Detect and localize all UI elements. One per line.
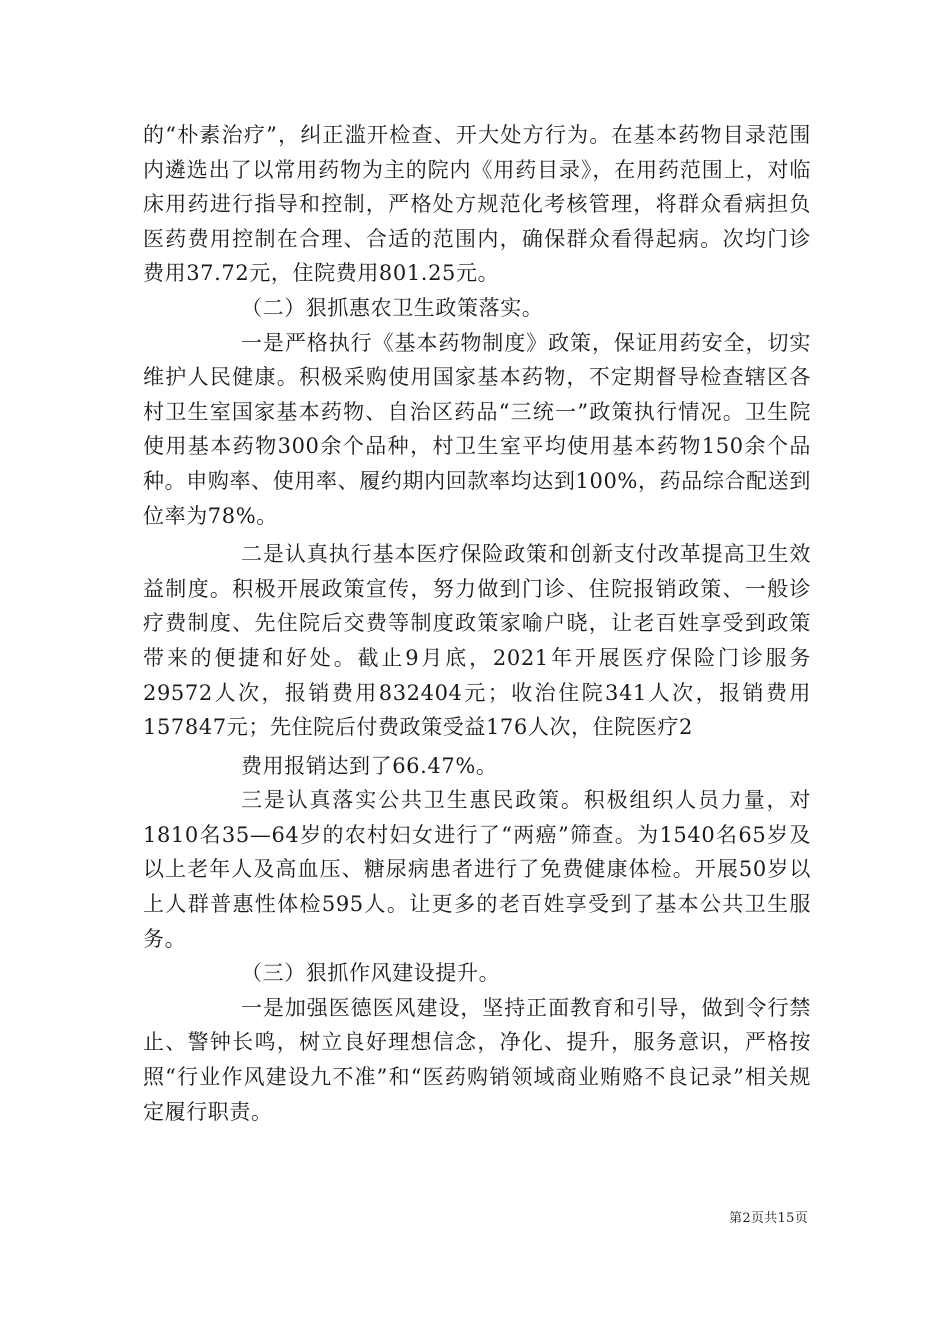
paragraph-medical-ethics: 一是加强医德医风建设，坚持正面教育和引导，做到令行禁止、警钟长鸣，树立良好理想信念，净化、提升，服务意识，严格按照“行业作风建设九不准”和“医药购销领域商业贿赂不良记录”相关规定履行职责。 xyxy=(143,995,811,1124)
document-body xyxy=(143,118,811,1129)
section-heading-three: （三）狠抓作风建设提升。 xyxy=(241,961,501,986)
paragraph-reimbursement-rate: 费用报销达到了66.47%。 xyxy=(241,753,498,778)
page-number-footer: 第2页共15页 xyxy=(729,1211,808,1226)
paragraph-essential-drugs: 一是严格执行《基本药物制度》政策，保证用药安全，切实维护人民健康。积极采购使用国家基本药物，不定期督导检查辖区各村卫生室国家基本药物、自治区药品“三统一”政策执行情况。卫生院使用基本药物300余个品种，村卫生室平均使用基本药物150余个品种。申购率、使用率、履约期内回款率均达到100%，药品综合配送到位率为78%。 xyxy=(143,330,811,528)
paragraph-medical-insurance: 二是认真执行基本医疗保险政策和创新支付改革提高卫生效益制度。积极开展政策宣传，努力做到门诊、住院报销政策、一般诊疗费制度、先住院后交费等制度政策家喻户晓，让老百姓享受到政策带来的便捷和好处。截止9月底，2021年开展医疗保险门诊服务29572人次，报销费用832404元；收治住院341人次，报销费用157847元；先住院后付费政策受益176人次，住院医疗2 xyxy=(143,542,811,740)
paragraph-continued-treatment: 的“朴素治疗”，纠正滥开检查、开大处方行为。在基本药物目录范围内遴选出了以常用药物为主的院内《用药目录》，在用药范围上，对临床用药进行指导和控制，严格处方规范化考核管理，将群众看病担负医药费用控制在合理、合适的范围内，确保群众看得起病。次均门诊费用37.72元，住院费用801.25元。 xyxy=(143,123,811,286)
paragraph-public-health: 三是认真落实公共卫生惠民政策。积极组织人员力量，对1810名35—64岁的农村妇女进行了“两癌”筛查。为1540名65岁及以上老年人及高血压、糖尿病患者进行了免费健康体检。开展50岁以上人群普惠性体检595人。让更多的老百姓享受到了基本公共卫生服务。 xyxy=(143,788,811,951)
section-heading-two: （二）狠抓惠农卫生政策落实。 xyxy=(241,295,544,320)
